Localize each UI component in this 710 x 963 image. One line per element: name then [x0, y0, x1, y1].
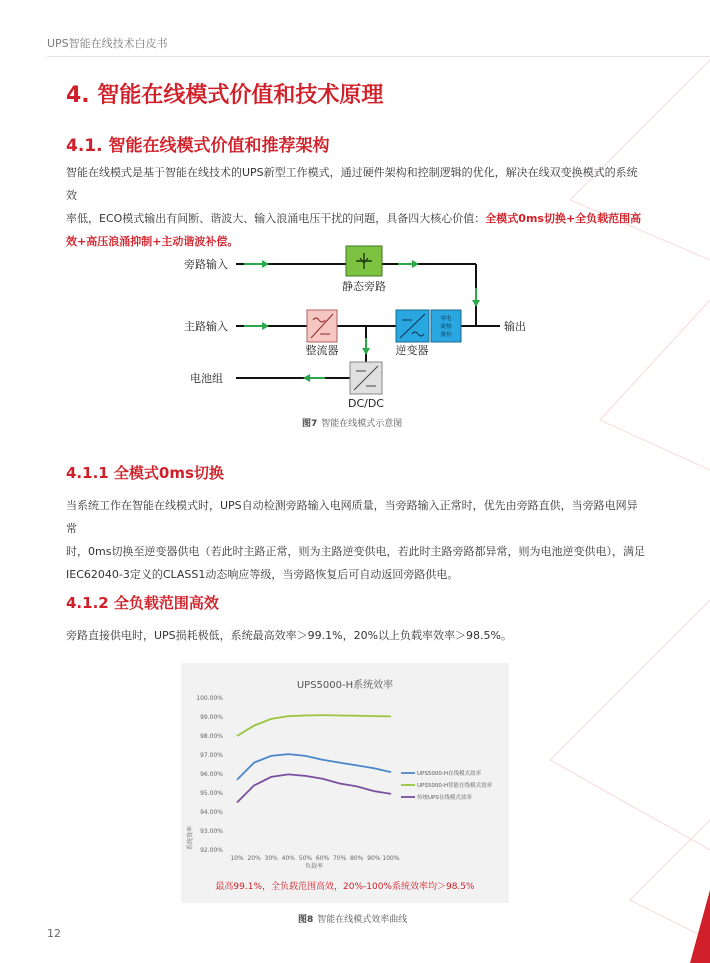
- section-411-line-1: 当系统工作在智能在线模式时，UPS自动检测旁路输入电网质量，当旁路输入正常时，优先由旁路直供，当旁路电网异常: [66, 499, 638, 535]
- figure-8-number: 图8: [298, 915, 314, 925]
- efficiency-chart: [181, 663, 509, 903]
- section-411-line-2: 时，0ms切换至逆变器供电（若此时主路正常，则为主路逆变供电，若此时主路旁路都异常，则为电池逆变供电），满足: [66, 545, 645, 558]
- rectifier-label: 整流器: [305, 344, 339, 357]
- output-label: 输出: [504, 320, 526, 333]
- main-input-label: 主路输入: [184, 320, 228, 333]
- figure-8-caption: [298, 912, 407, 925]
- static-bypass-label: 静态旁路: [342, 280, 386, 293]
- x-tick-label: 50%: [298, 855, 313, 862]
- x-tick-label: 10%: [230, 855, 244, 862]
- x-tick-label: 90%: [367, 855, 381, 862]
- intro-highlight-1: 全模式0ms切换+全负载范围高: [485, 212, 642, 225]
- y-tick-label: 92.00%: [200, 847, 223, 854]
- intro-line-2: [66, 207, 646, 230]
- y-tick-label: 98.00%: [200, 733, 223, 740]
- legend-label-1: UPS5000-H在线模式效率: [417, 771, 481, 777]
- architecture-diagram: [0, 240, 560, 435]
- y-tick-label: 100.00%: [196, 695, 223, 702]
- legend-label-2: UPS5000-H智能在线模式效率: [417, 783, 492, 789]
- x-tick-label: 60%: [315, 855, 330, 862]
- rectifier-block: [307, 310, 337, 342]
- legend-label-3: 传统UPS在线模式效率: [417, 795, 472, 801]
- x-tick-label: 80%: [350, 855, 364, 862]
- subsection-title-4-1-2: 4.1.2 全负载范围高效: [66, 594, 219, 612]
- y-tick-label: 97.00%: [200, 752, 223, 759]
- chart-ylabel: 系统效率: [187, 825, 194, 851]
- y-tick-label: 95.00%: [200, 790, 223, 797]
- y-tick-label: 93.00%: [200, 828, 223, 835]
- chart-title: UPS5000-H系统效率: [296, 680, 394, 691]
- bypass-input-label: 旁路输入: [184, 258, 228, 271]
- zero-current-module: [431, 310, 461, 342]
- dcdc-block: [350, 362, 382, 394]
- module-text-2: 流热: [440, 324, 452, 330]
- header-divider: [47, 56, 710, 57]
- module-text-3: 备份: [440, 332, 452, 338]
- intro-line-1: 智能在线模式是基于智能在线技术的UPS新型工作模式，通过硬件架构和控制逻辑的优化，解决在线双变换模式的系统效: [66, 166, 638, 202]
- section-411-line-3: IEC62040-3定义的CLASS1动态响应等级，当旁路恢复后可自动返回旁路供电。: [66, 568, 459, 581]
- module-text-1: 零电: [440, 316, 452, 322]
- figure-7-caption: [302, 416, 402, 429]
- chart-xlabel: 负载率: [304, 863, 324, 870]
- figure-7-text: 智能在线模式示意图: [321, 419, 403, 429]
- battery-label: 电池组: [190, 372, 223, 385]
- subsection-title-4-1-1: 4.1.1 全模式0ms切换: [66, 464, 224, 482]
- x-tick-label: 20%: [247, 855, 261, 862]
- intro-line-2-text: 率低，ECO模式输出有间断、谐波大、输入浪涌电压干扰的问题，具备四大核心价值：: [66, 212, 486, 225]
- y-tick-label: 99.00%: [200, 714, 223, 721]
- y-tick-label: 96.00%: [200, 771, 223, 778]
- intro-highlight-2: 效+高压浪涌抑制+主动谐波补偿。: [66, 235, 239, 248]
- chart-annotation: 最高99.1%，全负载范围高效，20%-100%系统效率均＞98.5%: [215, 882, 475, 892]
- figure-7-number: 图7: [302, 419, 318, 429]
- figure-8-text: 智能在线模式效率曲线: [317, 915, 408, 925]
- inverter-label: 逆变器: [395, 344, 429, 357]
- y-tick-label: 94.00%: [200, 809, 223, 816]
- dcdc-label: DC/DC: [347, 397, 385, 410]
- decorative-background: [510, 0, 710, 963]
- header-doc-title: UPS智能在线技术白皮书: [47, 37, 168, 50]
- subsection-title-4-1: 4.1. 智能在线模式价值和推荐架构: [66, 136, 330, 156]
- x-tick-label: 100%: [382, 855, 400, 862]
- static-bypass-block: [346, 246, 382, 276]
- inverter-block: [396, 310, 429, 342]
- x-tick-label: 70%: [332, 855, 347, 862]
- x-tick-label: 30%: [264, 855, 278, 862]
- section-412-paragraph: 旁路直接供电时，UPS损耗极低，系统最高效率＞99.1%，20%以上负载率效率＞98.5%。: [66, 629, 513, 642]
- x-tick-label: 40%: [281, 855, 296, 862]
- page-number: 12: [47, 927, 61, 940]
- section-title: 4. 智能在线模式价值和技术原理: [66, 83, 384, 108]
- section-411-paragraph: [66, 494, 646, 586]
